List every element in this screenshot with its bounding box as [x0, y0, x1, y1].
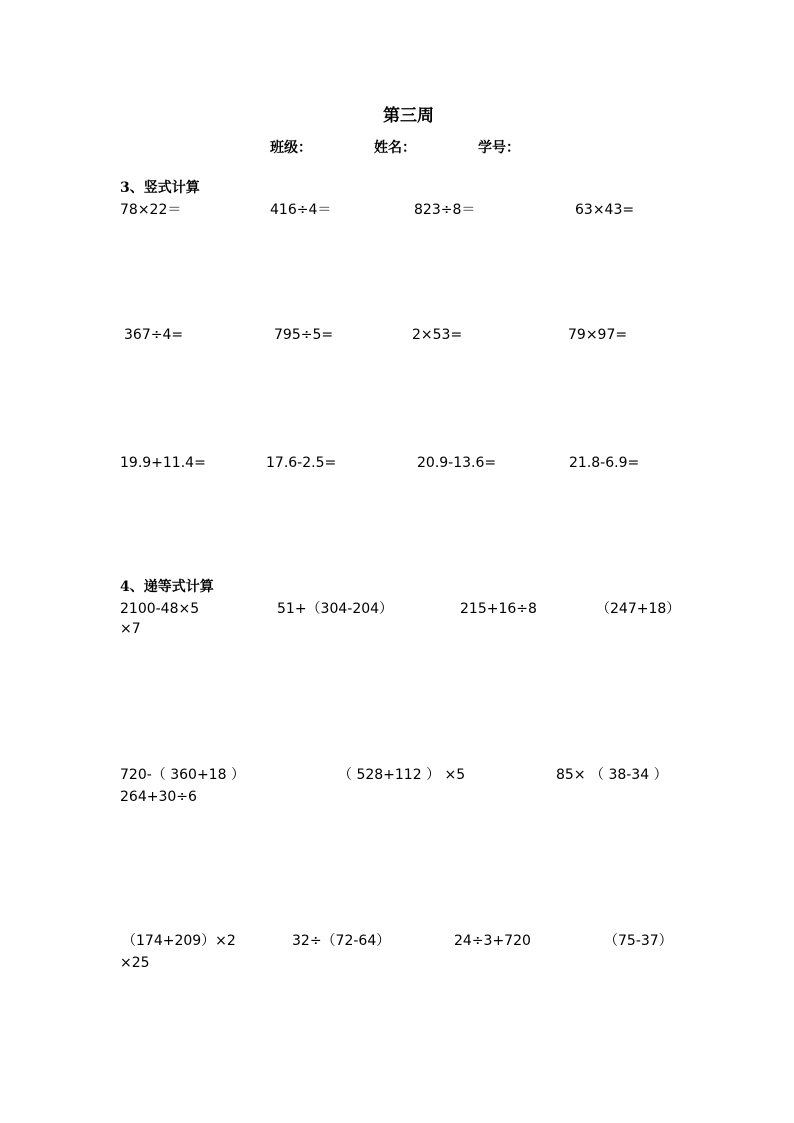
problem-item: 2×53= [412, 327, 463, 343]
problem-item: 79×97= [568, 327, 628, 343]
page-title: 第三周 [383, 106, 434, 126]
class-field-label: 班级： [270, 140, 312, 156]
name-field-label: 姓名： [374, 140, 416, 156]
problem-item: 416÷4＝ [270, 202, 332, 218]
problem-item: 19.9+11.4= [120, 455, 206, 471]
problem-item: 215+16÷8 [460, 601, 537, 617]
problem-item: 78×22＝ [120, 202, 182, 218]
problem-item: 2100-48×5 [120, 601, 200, 617]
problem-item: 21.8-6.9= [569, 455, 640, 471]
problem-item: （247+18） [596, 601, 681, 617]
student-id-field-label: 学号： [478, 140, 520, 156]
problem-continuation: ×7 [120, 621, 141, 637]
problem-item: 720-（ 360+18 ） [120, 767, 245, 783]
problem-item: 32÷（72-64） [292, 933, 391, 949]
problem-item: 85× （ 38-34 ） [556, 767, 668, 783]
problem-continuation: 264+30÷6 [120, 789, 197, 805]
problem-item: 795÷5= [274, 327, 334, 343]
problem-item: （75-37） [604, 933, 673, 949]
problem-item: 367÷4= [124, 327, 184, 343]
problem-item: 24÷3+720 [454, 933, 531, 949]
section-heading: 4、递等式计算 [120, 579, 214, 595]
problem-item: 20.9-13.6= [417, 455, 497, 471]
problem-continuation: ×25 [120, 955, 150, 971]
problem-item: 17.6-2.5= [266, 455, 337, 471]
section-heading: 3、竖式计算 [120, 180, 200, 196]
problem-item: （174+209）×2 [122, 933, 236, 949]
problem-item: 823÷8＝ [414, 202, 476, 218]
problem-item: 63×43= [575, 202, 635, 218]
problem-item: （ 528+112 ） ×5 [338, 767, 466, 783]
problem-item: 51+（304-204） [277, 601, 394, 617]
